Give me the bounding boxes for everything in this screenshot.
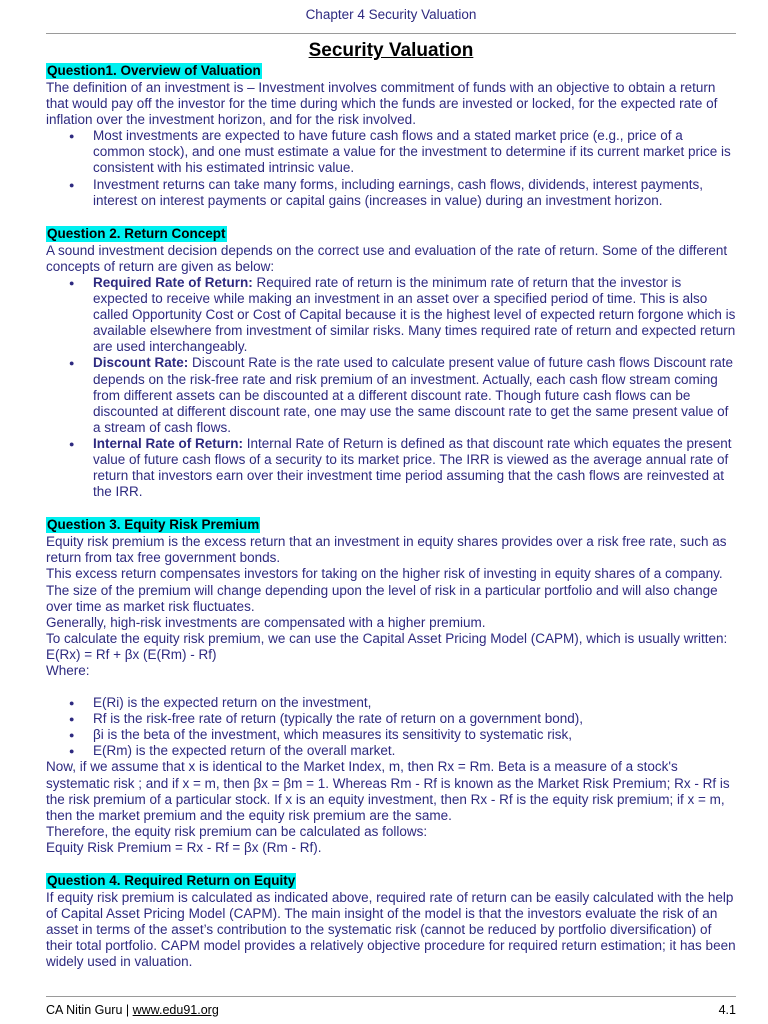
section-heading: Question 3. Equity Risk Premium <box>47 517 260 533</box>
list-item: ● Most investments are expected to have future cash flows and a stated market price (e.g., price of a common stock), and one must estimate a value for the investment to determine if its current market price is consistent with his estimated intrinsic value. <box>93 128 736 176</box>
section-intro: If equity risk premium is calculated as indicated above, required rate of return can be easily calculated with the help of Capital Asset Pricing Model (CAPM). The main insight of the model is that the investors evaluate the risk of an asset in terms of the asset’s contribution to the systematic risk (cannot be reduced by portfolio diversification) of their total portfolio. CAPM model provides a relatively objective procedure for required return estimation; it has been widely used in valuation. <box>46 890 736 970</box>
capm-formula: E(Rx) = Rf + βx (E(Rm) - Rf) <box>46 646 217 662</box>
term-text: Internal Rate of Return is defined as that discount rate which equates the present value of future cash flows of a security to its market price. The IRR is viewed as the average annual rate of return that investors earn over their investment time period assuming that the cash flows are reinvested at the IRR. <box>93 435 732 500</box>
author-name: CA Nitin Guru | <box>46 1003 133 1017</box>
document-page <box>46 0 736 971</box>
section-equity-risk-premium <box>46 516 736 856</box>
paragraph: Therefore, the equity risk premium can be calculated as follows: <box>46 823 428 839</box>
section-return-concept <box>46 225 736 501</box>
list-item <box>93 275 736 355</box>
bullet-list <box>46 275 736 500</box>
page-footer <box>46 996 736 1017</box>
list-item: ● Rf is the risk-free rate of return (typically the rate of return on a government bond), <box>93 711 736 727</box>
erp-formula: Equity Risk Premium = Rx - Rf = βx (Rm - Rf). <box>46 839 322 855</box>
bullet-list <box>46 695 736 759</box>
paragraph: Equity risk premium is the excess return that an investment in equity shares provides over a risk free rate, such as return from tax free government bonds. <box>46 534 727 566</box>
list-item: ● Investment returns can take many forms, including earnings, cash flows, dividends, interest payments, interest on interest payments or capital gains (increases in value) during an investment horizon. <box>93 177 736 209</box>
term-label: Discount Rate: <box>93 355 189 371</box>
website-link[interactable]: www.edu91.org <box>132 1003 219 1017</box>
list-item <box>93 436 736 500</box>
section-intro: A sound investment decision depends on the correct use and evaluation of the rate of return. Some of the different concepts of return are given as below: <box>46 242 728 274</box>
section-overview <box>46 62 736 209</box>
list-item: ● E(Rm) is the expected return of the overall market. <box>93 743 736 759</box>
chapter-header: Chapter 4 Security Valuation <box>305 7 477 22</box>
header-rule <box>46 33 736 34</box>
section-heading: Question 4. Required Return on Equity <box>47 873 296 889</box>
bullet-list <box>46 128 736 208</box>
list-item: ● βi is the beta of the investment, which measures its sensitivity to systematic risk, <box>93 727 736 743</box>
list-item <box>93 355 736 435</box>
paragraph: This excess return compensates investors for taking on the higher risk of investing in equity shares of a company. The size of the premium will change depending upon the level of risk in a particular portfolio and will also change over time as market risk fluctuates. <box>46 566 723 614</box>
term-text: Required rate of return is the minimum rate of return that the investor is expected to receive while making an investment in an asset over a specified period of time. This is also called Opportunity Cost or Cost of Capital because it is the highest level of expected return forgone which is available elsewhere from investment of similar risks. Many times required rate of return and expected return are used interchangeably. <box>93 274 736 355</box>
paragraph: To calculate the equity risk premium, we can use the Capital Asset Pricing Model (CAPM), which is usually written: <box>46 630 728 646</box>
paragraph: Now, if we assume that x is identical to the Market Index, m, then Rx = Rm. Beta is a measure of a stock's systematic risk ; and if x = m, then βx = βm = 1. Whereas Rm - Rf is known as the Market Risk Premium; Rx - Rf is the risk premium of a particular stock. If x is an equity investment, then Rx - Rf is the equity risk premium; if x = m, then the market premium and the equity risk premium are the same. <box>46 759 730 823</box>
list-item: ● E(Ri) is the expected return on the investment, <box>93 695 736 711</box>
paragraph: Where: <box>46 663 90 678</box>
page-number: 4.1 <box>718 1003 736 1017</box>
term-label: Required Rate of Return: <box>93 274 253 290</box>
term-text: Discount Rate is the rate used to calculate present value of future cash flows Discount rate depends on the risk-free rate and risk premium of an investment. Actually, each cash flow stream coming from different assets can be discounted at a different discount rate. Though future cash flows can be discounted at different discount rate, one may use the same discount rate to get the same present value of a stream of cash flows. <box>93 355 734 435</box>
section-required-return <box>46 872 736 970</box>
page-title: Security Valuation <box>308 40 474 61</box>
section-heading: Question1. Overview of Valuation <box>47 63 261 78</box>
term-label: Internal Rate of Return: <box>93 435 244 451</box>
paragraph: Generally, high-risk investments are compensated with a higher premium. <box>46 614 486 630</box>
section-intro: The definition of an investment is – Investment involves commitment of funds with an objective to obtain a return that would pay off the investor for the time during which the funds are invested or locked, for the expected rate of inflation over the investment horizon, and for the risk involved. <box>46 80 718 128</box>
footer-author <box>46 1003 219 1017</box>
section-heading: Question 2. Return Concept <box>47 225 226 241</box>
